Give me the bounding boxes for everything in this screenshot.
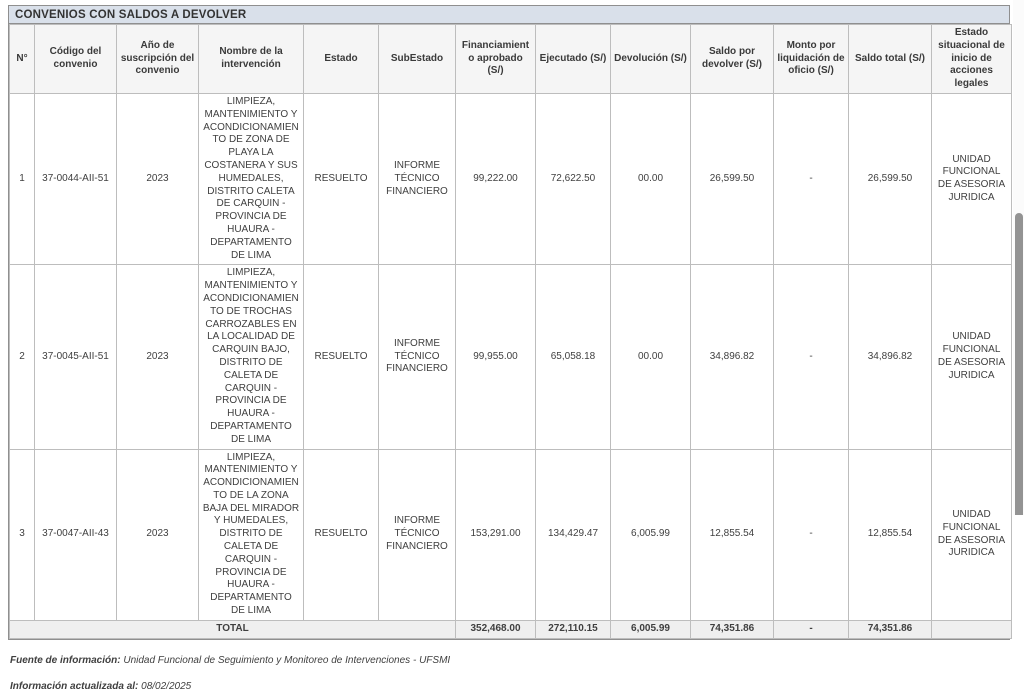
col-header-codigo: Código del convenio	[35, 25, 117, 94]
cell-nombre: LIMPIEZA, MANTENIMIENTO Y ACONDICIONAMIENTO DE TROCHAS CARROZABLES EN LA LOCALIDAD DE CARQUIN BAJO, DISTRITO DE CALETA DE CARQUIN - PROVINCIA DE HUAURA - DEPARTAMENTO DE LIMA	[199, 265, 304, 449]
col-header-nombre: Nombre de la intervención	[199, 25, 304, 94]
col-header-monto-liquidacion: Monto por liquidación de oficio (S/)	[774, 25, 849, 94]
cell-anio: 2023	[117, 265, 199, 449]
cell-ejecutado: 72,622.50	[536, 93, 611, 264]
cell-estado: RESUELTO	[304, 265, 379, 449]
col-header-numero: N°	[10, 25, 35, 94]
convenios-table	[9, 24, 1012, 639]
cell-saldo-total: 26,599.50	[849, 93, 932, 264]
cell-saldo-devolver: 26,599.50	[691, 93, 774, 264]
updated-info-line	[10, 681, 1010, 692]
cell-estado-situacional: UNIDAD FUNCIONAL DE ASESORIA JURIDICA	[932, 265, 1012, 449]
total-label: TOTAL	[10, 620, 456, 638]
col-header-devolucion: Devolución (S/)	[611, 25, 691, 94]
total-ejecutado: 272,110.15	[536, 620, 611, 638]
cell-financiamiento: 153,291.00	[456, 449, 536, 620]
total-financiamiento: 352,468.00	[456, 620, 536, 638]
source-info-label: Fuente de información:	[10, 654, 121, 666]
cell-monto-liquidacion: -	[774, 265, 849, 449]
vertical-scrollbar-thumb[interactable]	[1015, 213, 1023, 515]
col-header-estado: Estado	[304, 25, 379, 94]
source-info-line	[10, 655, 1010, 666]
cell-ejecutado: 134,429.47	[536, 449, 611, 620]
cell-codigo: 37-0045-AII-51	[35, 265, 117, 449]
cell-codigo: 37-0047-AII-43	[35, 449, 117, 620]
total-monto-liquidacion: -	[774, 620, 849, 638]
cell-anio: 2023	[117, 449, 199, 620]
cell-codigo: 37-0044-AII-51	[35, 93, 117, 264]
report-container	[8, 5, 1010, 692]
cell-monto-liquidacion: -	[774, 449, 849, 620]
cell-estado-situacional: UNIDAD FUNCIONAL DE ASESORIA JURIDICA	[932, 93, 1012, 264]
source-info-value: Unidad Funcional de Seguimiento y Monitoreo de Intervenciones - UFSMI	[123, 654, 451, 666]
cell-subestado: INFORME TÉCNICO FINANCIERO	[379, 265, 456, 449]
cell-nombre: LIMPIEZA, MANTENIMIENTO Y ACONDICIONAMIENTO DE ZONA DE PLAYA LA COSTANERA Y SUS HUMEDALES, DISTRITO CALETA DE CARQUIN - PROVINCIA DE HUAURA - DEPARTAMENTO DE LIMA	[199, 93, 304, 264]
cell-ejecutado: 65,058.18	[536, 265, 611, 449]
col-header-saldo-total: Saldo total (S/)	[849, 25, 932, 94]
cell-subestado: INFORME TÉCNICO FINANCIERO	[379, 93, 456, 264]
total-saldo-total: 74,351.86	[849, 620, 932, 638]
cell-saldo-devolver: 12,855.54	[691, 449, 774, 620]
vertical-scrollbar-track[interactable]	[1013, 0, 1024, 515]
cell-estado-situacional: UNIDAD FUNCIONAL DE ASESORIA JURIDICA	[932, 449, 1012, 620]
cell-subestado: INFORME TÉCNICO FINANCIERO	[379, 449, 456, 620]
table-row	[10, 449, 1012, 620]
total-devolucion: 6,005.99	[611, 620, 691, 638]
cell-saldo-total: 34,896.82	[849, 265, 932, 449]
cell-monto-liquidacion: -	[774, 93, 849, 264]
cell-estado: RESUELTO	[304, 449, 379, 620]
total-estado-situacional	[932, 620, 1012, 638]
col-header-saldo-devolver: Saldo por devolver (S/)	[691, 25, 774, 94]
convenios-table-wrap	[8, 23, 1010, 640]
updated-info-label: Información actualizada al:	[10, 680, 139, 692]
report-title: CONVENIOS CON SALDOS A DEVOLVER	[8, 5, 1010, 23]
updated-info-value: 08/02/2025	[141, 680, 192, 692]
cell-nombre: LIMPIEZA, MANTENIMIENTO Y ACONDICIONAMIENTO DE LA ZONA BAJA DEL MIRADOR Y HUMEDALES, DISTRITO DE CALETA DE CARQUIN - PROVINCIA DE HUAURA - DEPARTAMENTO DE LIMA	[199, 449, 304, 620]
table-row	[10, 265, 1012, 449]
total-row	[10, 620, 1012, 638]
cell-numero: 2	[10, 265, 35, 449]
cell-saldo-total: 12,855.54	[849, 449, 932, 620]
cell-devolucion: 6,005.99	[611, 449, 691, 620]
cell-anio: 2023	[117, 93, 199, 264]
cell-saldo-devolver: 34,896.82	[691, 265, 774, 449]
col-header-subestado: SubEstado	[379, 25, 456, 94]
cell-numero: 3	[10, 449, 35, 620]
cell-financiamiento: 99,955.00	[456, 265, 536, 449]
col-header-ejecutado: Ejecutado (S/)	[536, 25, 611, 94]
cell-estado: RESUELTO	[304, 93, 379, 264]
col-header-anio: Año de suscripción del convenio	[117, 25, 199, 94]
cell-devolucion: 00.00	[611, 265, 691, 449]
col-header-estado-situacional: Estado situacional de inicio de acciones legales	[932, 25, 1012, 94]
cell-devolucion: 00.00	[611, 93, 691, 264]
table-header	[10, 25, 1012, 94]
cell-financiamiento: 99,222.00	[456, 93, 536, 264]
table-row	[10, 93, 1012, 264]
col-header-financiamiento: Financiamiento aprobado (S/)	[456, 25, 536, 94]
total-saldo-devolver: 74,351.86	[691, 620, 774, 638]
cell-numero: 1	[10, 93, 35, 264]
